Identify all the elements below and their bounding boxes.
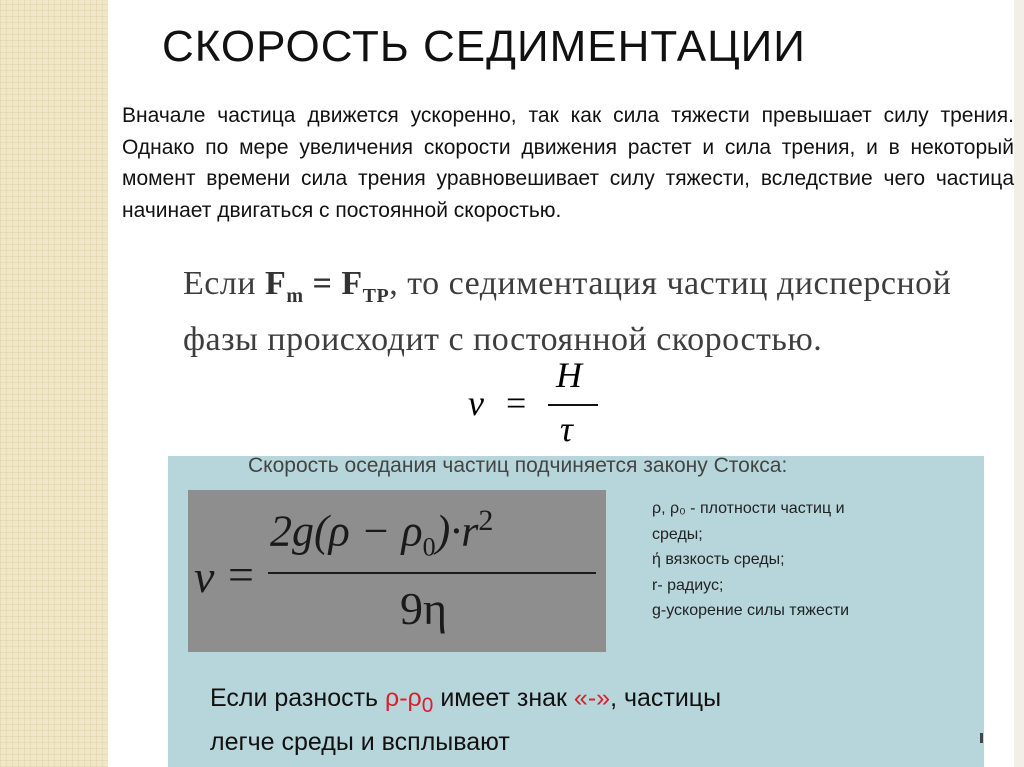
denominator-tau: τ — [560, 409, 573, 449]
minus-sign: «-» — [573, 684, 611, 712]
definition-item: g-ускорение силы тяжести — [652, 602, 850, 619]
velocity-formula — [468, 355, 608, 450]
equals-sign: = — [506, 383, 527, 423]
stokes-numerator: $2g(\rho - \rho_0)\cdot r^2$ — [270, 504, 494, 562]
bottom-note-line1: Если разность $\rho-\rho_0$ имеет знак «-», частицы — [210, 684, 722, 717]
stokes-lhs: v — [194, 551, 215, 602]
bottom-note-line2: легче среды и всплывают — [210, 728, 510, 756]
stokes-formula — [188, 490, 606, 652]
condition-paragraph — [183, 262, 973, 362]
page-marker — [980, 733, 983, 743]
decorative-right-strip — [1014, 0, 1024, 767]
definition-item: r- радиус; — [652, 576, 724, 594]
force-m: $F_m$ — [265, 265, 304, 307]
page-title: СКОРОСТЬ СЕДИМЕНТАЦИИ — [162, 22, 806, 71]
density-difference: $\rho-\rho_0$ — [385, 684, 434, 717]
fraction-bar — [548, 404, 598, 406]
decorative-left-strip — [0, 0, 108, 767]
stokes-header: Скорость оседания частиц подчиняется закону Стокса: — [248, 454, 788, 477]
definition-item: ρ, ρ₀ - плотности частиц и — [652, 500, 845, 517]
definition-item: среды; — [652, 525, 703, 543]
velocity-symbol: ν — [468, 383, 484, 423]
force-tr: $F_{TP}$ — [341, 265, 390, 307]
stokes-equals: = — [228, 549, 254, 600]
definition-item: ή вязкость среды; — [652, 551, 785, 568]
stokes-fraction-bar — [268, 572, 596, 574]
condition-if: Если — [183, 265, 266, 302]
bottom-note — [210, 680, 721, 761]
stokes-denominator: 9η — [400, 583, 448, 634]
condition-rest: , то седиментация частиц дисперсной фазы происходит с постоянной скоростью. — [183, 265, 952, 358]
definitions-list — [652, 496, 972, 624]
intro-paragraph: Вначале частица движется ускоренно, так как сила тяжести превышает силу трения. Однако по мере увеличения скорости движения растет и сила трения, и в некоторый момент времени сила трения уравновешивает силу тяжести, вследствие чего частица начинает двигаться с постоянной скоростью. — [122, 104, 1014, 222]
condition-eq: = — [303, 265, 342, 302]
numerator-h: H — [556, 355, 582, 395]
